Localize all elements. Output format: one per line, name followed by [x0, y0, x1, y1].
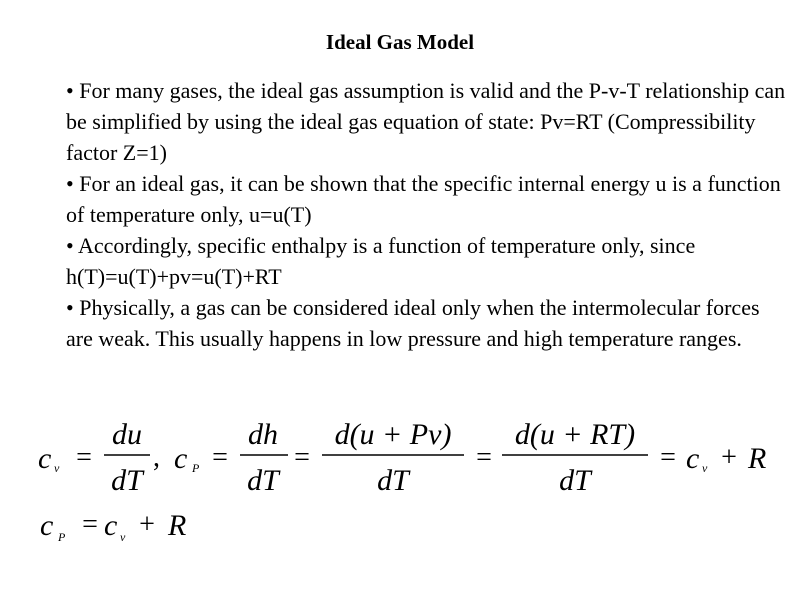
fraction-numerator: d(u + RT): [514, 418, 636, 451]
cv-subscript: v: [54, 461, 60, 475]
plus-sign: +: [139, 509, 155, 540]
cp-symbol: c: [174, 442, 188, 475]
cv-subscript: v: [120, 530, 126, 544]
gas-constant-symbol: R: [168, 509, 187, 542]
page-title: Ideal Gas Model: [325, 30, 475, 54]
comma: ,: [153, 442, 160, 473]
fraction-denominator: dT: [247, 464, 279, 497]
equals-sign: =: [82, 509, 98, 540]
cv-symbol: c: [38, 442, 52, 475]
fraction-denominator: dT: [559, 464, 591, 497]
fraction-numerator: dh: [248, 418, 278, 451]
equation-line-2: [0, 495, 800, 555]
equals-sign: =: [294, 442, 310, 473]
plus-sign: +: [721, 442, 737, 473]
bullet-item: • Accordingly, specific enthalpy is a function of temperature only, since h(T)=u(T)+pv=u(T)+RT: [66, 233, 696, 289]
equals-sign: =: [212, 442, 228, 473]
equals-sign: =: [660, 442, 676, 473]
equation-line-1: [0, 410, 800, 500]
cp-symbol: c: [40, 509, 54, 542]
fraction-numerator: du: [112, 418, 142, 451]
fraction-denominator: dT: [377, 464, 409, 497]
bullet-item: • Physically, a gas can be considered ideal only when the intermolecular forces are weak. This usually happens in low pressure and high temperature ranges.: [66, 295, 760, 351]
cv-subscript: v: [702, 461, 708, 475]
bullet-item: • For an ideal gas, it can be shown that the specific internal energy u is a function of temperature only, u=u(T): [66, 171, 781, 227]
cv-symbol: c: [686, 442, 700, 475]
cp-subscript: P: [192, 461, 200, 475]
equals-sign: =: [76, 442, 92, 473]
bullet-item: • For many gases, the ideal gas assumption is valid and the P-v-T relationship can be simplified by using the ideal gas equation of state: Pv=RT (Compressibility factor Z=1): [66, 78, 786, 165]
cp-subscript: P: [58, 530, 66, 544]
equals-sign: =: [476, 442, 492, 473]
fraction-numerator: d(u + Pv): [334, 418, 452, 451]
fraction-denominator: dT: [111, 464, 143, 497]
bullet-list: [66, 75, 786, 354]
gas-constant-symbol: R: [748, 442, 767, 475]
cv-symbol: c: [104, 509, 118, 542]
